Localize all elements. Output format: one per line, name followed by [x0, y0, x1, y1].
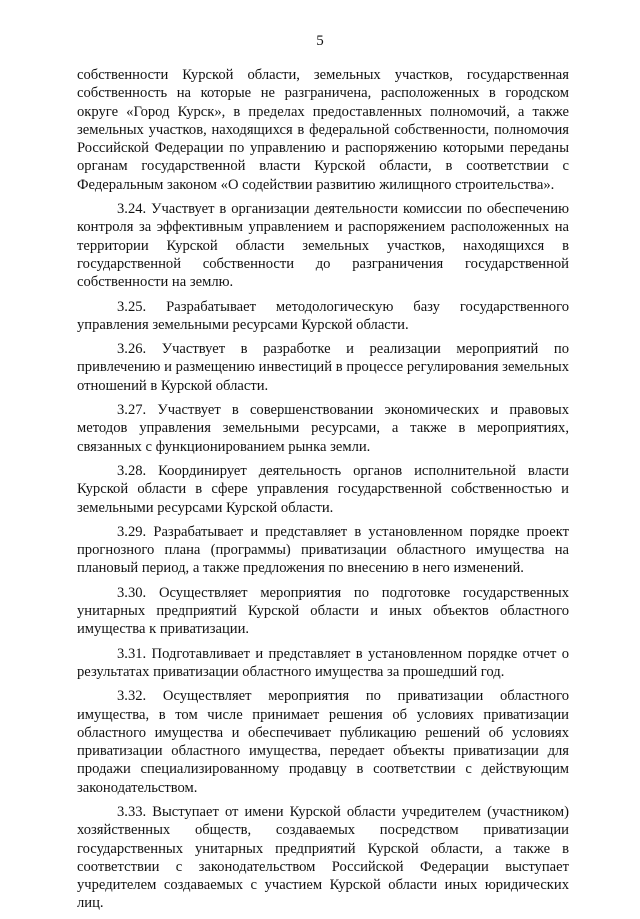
paragraph-3-28: 3.28. Координирует деятельность органов исполнительной власти Курской области в сфере управления государственной собственностью и земельными ресурсами Курской области.: [77, 462, 569, 516]
paragraph-3-33: 3.33. Выступает от имени Курской области учредителем (участником) хозяйственных обществ, создаваемых посредством приватизации государственных унитарных предприятий Курской области, а также в соответствии с законодательством Российской Федерации выступает учредителем создаваемых с участием Курской области иных юридических лиц.: [77, 803, 569, 912]
paragraph-3-25: 3.25. Разрабатывает методологическую базу государственного управления земельными ресурсами Курской области.: [77, 298, 569, 333]
paragraph-3-31: 3.31. Подготавливает и представляет в установленном порядке отчет о результатах приватизации областного имущества за прошедший год.: [77, 645, 569, 680]
page-number: 5: [316, 33, 324, 49]
paragraph-3-26: 3.26. Участвует в разработке и реализации мероприятий по привлечению и размещению инвестиций в процессе регулирования земельных отношений в Курской области.: [77, 341, 569, 394]
paragraph-3-29: 3.29. Разрабатывает и представляет в установленном порядке проект прогнозного плана (программы) приватизации областного имущества на плановый период, а также предложения по внесению в него изменений.: [77, 523, 569, 577]
document-body: [77, 66, 569, 919]
paragraph-3-27: 3.27. Участвует в совершенствовании экономических и правовых методов управления земельными ресурсами, а также в мероприятиях, связанных с функционированием рынка земли.: [77, 402, 569, 455]
paragraph-3-32: 3.32. Осуществляет мероприятия по приватизации областного имущества, в том числе принимает решения об условиях приватизации областного имущества и обеспечивает публикацию решений об условиях приватизации областного имущества, передает объекты приватизации для продажи специализированному продавцу в соответствии с действующим законодательством.: [77, 688, 569, 796]
paragraph-continuation: собственности Курской области, земельных участков, государственная собственность на которые не разграничена, расположенных в городском округе «Город Курск», в пределах предоставленных полномочий, а также земельных участков, находящихся в федеральной собственности, полномочия Российской Федерации по управлению и распоряжению которыми переданы органам государственной власти Курской области, в соответствии с Федеральным законом «О содействии развитию жилищного строительства».: [77, 67, 569, 193]
paragraph-3-30: 3.30. Осуществляет мероприятия по подготовке государственных унитарных предприятий Курской области и иных объектов областного имущества к приватизации.: [77, 584, 569, 638]
paragraph-3-24: 3.24. Участвует в организации деятельности комиссии по обеспечению контроля за эффективным управлением и распоряжением расположенных на территории Курской области земельных участков, находящихся в государственной собственности до разграничения государственной собственности на землю.: [77, 201, 569, 291]
